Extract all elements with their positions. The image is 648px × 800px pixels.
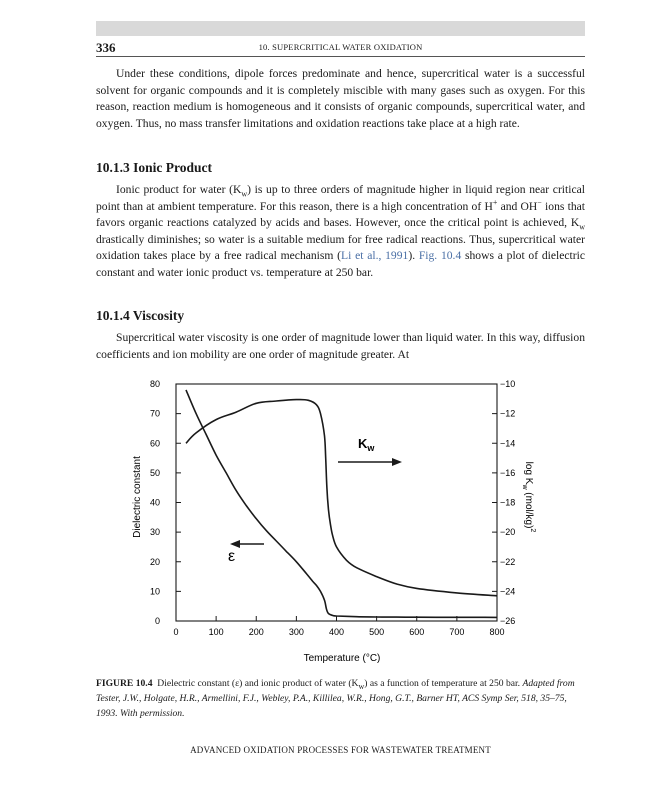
page-header: [96, 38, 585, 57]
y-right-tick-label: −18: [500, 497, 516, 508]
x-tick-label: 0: [173, 627, 179, 637]
y-right-tick-label: −16: [500, 467, 516, 478]
y-right-tick-label: −20: [500, 527, 516, 538]
figure-reference-link[interactable]: Fig. 10.4: [418, 249, 462, 263]
y-axis-label-left: Dielectric constant: [132, 456, 143, 538]
y-left-tick-label: 40: [149, 497, 160, 508]
epsilon-annotation: ε: [228, 548, 236, 565]
x-tick-label: 100: [208, 627, 224, 637]
figure-chart: [120, 375, 540, 665]
y-right-tick-label: −12: [500, 408, 516, 419]
ionic-paragraph: Ionic product for water $(K_w)$ is up to three orders of magnitude higher in liquid region near critical point than at ambient temperature. For this reason, there is a high concentration of H+ and OH− ions that favors organic reactions catalyzed by acids and bases. However, once the critical point is achieved, $K_w$ drastically diminishes; so water is a suitable medium for free radical reactions. Thus, supercritical water oxidation takes place by a free radical mechanism (Li et al., 1991). Fig. 10.4 shows a plot of dielectric constant and water ionic product vs. temperature at 250 bar.: [96, 183, 585, 279]
x-tick-label: 500: [369, 627, 385, 637]
running-title: 10. SUPERCRITICAL WATER OXIDATION: [258, 42, 423, 52]
chart-arrows: [230, 458, 402, 548]
x-tick-label: 600: [409, 627, 425, 637]
x-tick-label: 400: [328, 627, 345, 637]
chart-axes: [176, 384, 497, 621]
y-right-tick-label: −24: [500, 586, 516, 597]
plot-frame: [176, 384, 497, 621]
chart-ticks: [150, 379, 515, 637]
series-line-dielectric-constant: [186, 390, 497, 618]
header-bar: [96, 21, 585, 36]
series-line-ionic-product: [186, 399, 497, 595]
x-tick-label: 700: [449, 627, 465, 637]
figure-caption: FIGURE 10.4 Dielectric constant (ε) and ionic product of water $(K_w)$ as a function of temperature at 250 bar. Adapted from Tester, J.W., Holgate, H.R., Armellini, F.J., Webley, P.A., Killilea, W.R., Hong, G.T., Barner HT, ACS Symp Ser, 518, 35–75, 1993. With permission.: [96, 678, 575, 719]
epsilon-arrow-head: [230, 540, 240, 548]
viscosity-paragraph: Supercritical water viscosity is one order of magnitude lower than liquid water. In this way, diffusion coefficients and ion mobility are one order of magnitude greater. At: [96, 331, 585, 361]
y-right-tick-label: −22: [500, 556, 516, 567]
y-left-tick-label: 50: [149, 467, 160, 478]
x-axis-label: Temperature (°C): [303, 653, 381, 664]
y-right-tick-label: −14: [500, 438, 516, 449]
y-right-tick-label: −10: [500, 379, 516, 389]
y-axis-label-right: $\log K_w$ $(mol/kg)^2$: [521, 461, 536, 533]
section-title-viscosity: 10.1.4 Viscosity: [96, 308, 185, 323]
y-left-tick-label: 70: [149, 408, 160, 419]
y-left-tick-label: 30: [149, 527, 160, 538]
y-left-tick-label: 60: [149, 438, 160, 449]
y-left-tick-label: 0: [154, 616, 160, 626]
x-tick-label: 200: [248, 627, 264, 637]
page-footer: ADVANCED OXIDATION PROCESSES FOR WASTEWATER TREATMENT: [190, 745, 491, 755]
y-left-tick-label: 20: [149, 556, 160, 567]
citation-link[interactable]: Li et al., 1991: [341, 249, 409, 263]
intro-paragraph: Under these conditions, dipole forces predominate and hence, supercritical water is a successful solvent for organic compounds and it is completely miscible with many gases such as oxygen. For this reason, reaction medium is homogeneous and it consists of organic compounds, supercritical water, and oxygen. Thus, no mass transfer limitations and oxidation reactions take place at a high rate.: [96, 67, 585, 130]
kw-annotation: $K_w$: [358, 436, 375, 453]
section-title-ionic: 10.1.3 Ionic Product: [96, 160, 213, 175]
y-left-tick-label: 10: [149, 586, 160, 597]
x-tick-label: 800: [489, 627, 505, 637]
x-tick-label: 300: [288, 627, 304, 637]
y-right-tick-label: −26: [500, 616, 516, 626]
y-left-tick-label: 80: [149, 379, 160, 389]
kw-arrow-head: [392, 458, 402, 466]
page-number: 336: [96, 40, 116, 55]
